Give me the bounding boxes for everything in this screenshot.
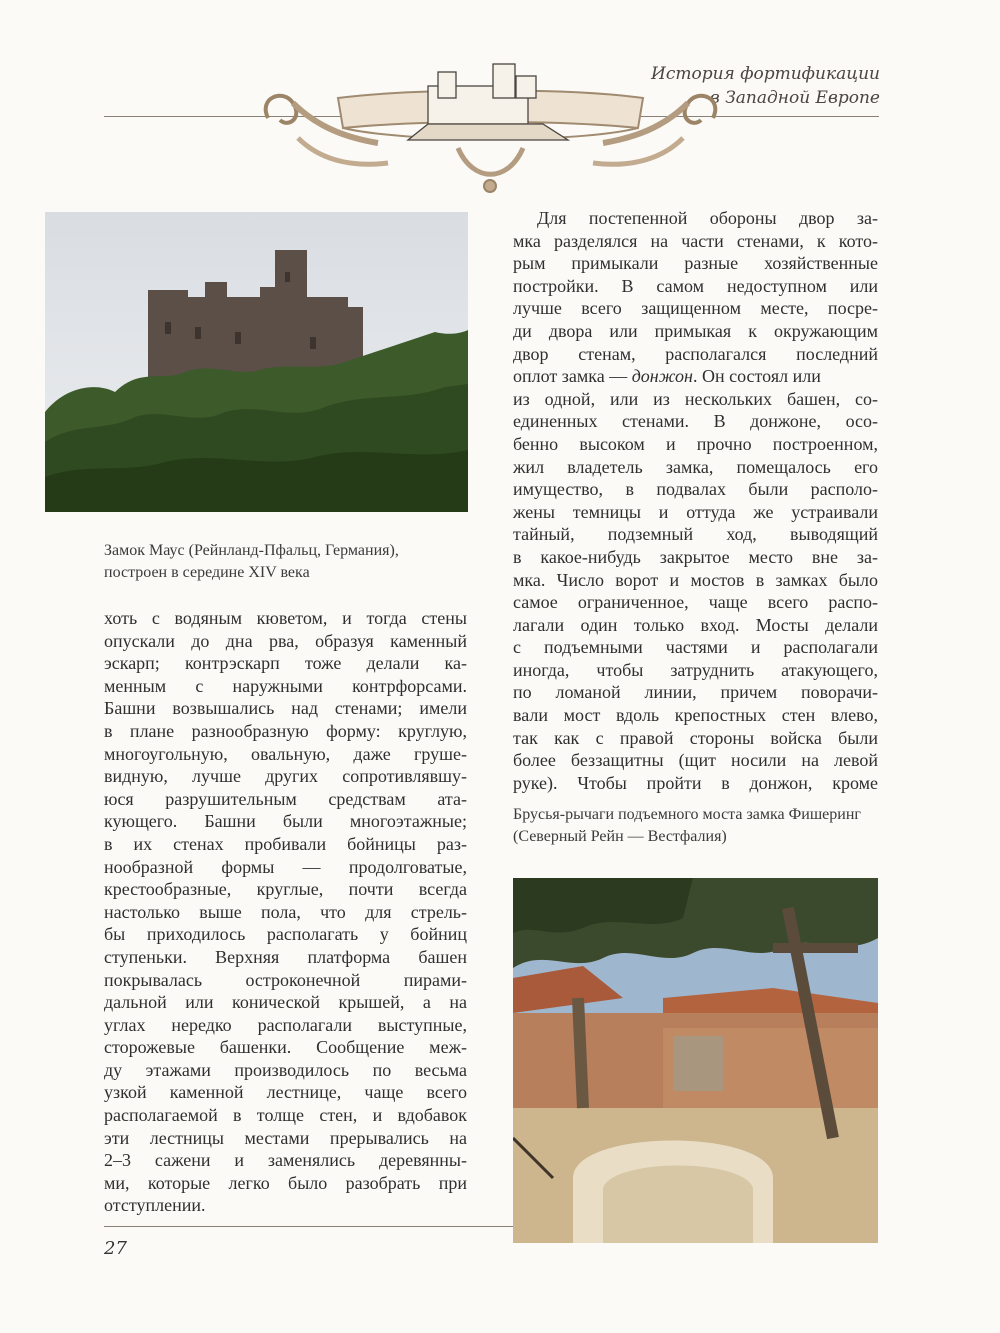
text-line: ду этажами производилось по весьма <box>104 1059 467 1080</box>
text-line: настолько выше пола, что для стрель- <box>104 901 467 922</box>
text-line: бы приходилось располагать у бойниц <box>104 924 467 945</box>
text-line: эти лестницы местами прерывались на <box>104 1127 467 1148</box>
text-line: Для постепенной обороны двор за- <box>537 208 878 228</box>
text-line: углах нередко располагали выступные, <box>104 1014 467 1035</box>
text-line: ступеньки. Верхняя платформа башен <box>104 946 467 967</box>
text-line: ди двора или примыкая к окружающим <box>513 320 878 341</box>
text-line: в плане разнообразную форму: круглую, <box>104 720 467 741</box>
text-line: дальной или конической крышей, а на <box>104 992 467 1013</box>
text-line: вали мост вдоль крепостных стен влево, <box>513 705 878 726</box>
text-line: иногда, чтобы затруднить атакующего, <box>513 659 878 680</box>
text-line: единенных стенами. В донжоне, осо- <box>513 411 878 432</box>
gate-photo <box>513 878 878 1243</box>
gate-photo-caption: Брусья-рычаги подъемного моста замка Фишеринг (Северный Рейн — Вестфалия) <box>513 806 861 845</box>
text-line: эскарп; контрэскарп тоже делали ка- <box>104 653 467 674</box>
text-line: менным с наружными контрфорсами. <box>104 675 467 696</box>
text-line: рым примыкали разные хозяйственные <box>513 253 878 274</box>
text-line: руке). Чтобы пройти в донжон, кроме <box>513 772 878 793</box>
text-line: ми, которые легко было разобрать при <box>104 1172 467 1193</box>
text-line: лучше всего защищенном месте, посре- <box>513 298 878 319</box>
text-line: 2–3 сажени и заменялись деревянны- <box>104 1150 467 1171</box>
text-line: имущество, в подвалах были располо- <box>513 479 878 500</box>
text-line: Башни возвышались над стенами; имели <box>104 698 467 719</box>
text-line: нообразной формы — продолговатые, <box>104 856 467 877</box>
text-line: отступлении. <box>104 1195 206 1216</box>
right-text-column <box>513 207 878 794</box>
text-line: узкой каменной лестнице, чаще всего <box>104 1082 467 1103</box>
text-line: жил владетель замка, помещалось его <box>513 456 878 477</box>
text-line: мка. Число ворот и мостов в замках было <box>513 569 878 590</box>
page-number: 27 <box>104 1238 127 1259</box>
text-line: бенно высоком и прочно построенном, <box>513 433 878 454</box>
text-line: более беззащитны (щит носили на левой <box>513 750 878 771</box>
text-line: так как с правой стороны войска были <box>513 727 878 748</box>
text-fragment: оплот замка — <box>513 366 632 387</box>
castle-photo-caption: Замок Маус (Рейнланд-Пфальц, Германия), построен в середине XIV века <box>104 542 399 581</box>
gate-illustration <box>513 878 878 1243</box>
text-line: опускали до дна рва, образуя каменный <box>104 630 467 651</box>
term-donjon: донжон <box>631 366 693 387</box>
text-fragment: . Он состоял или <box>692 366 821 387</box>
text-line: многоугольную, овальную, даже груше- <box>104 743 467 764</box>
text-line: сторожевые башенки. Сообщение меж- <box>104 1037 467 1058</box>
text-line-donjon <box>513 365 878 388</box>
castle-photo <box>45 212 468 512</box>
running-header-line2: в Западной Европе <box>709 88 880 108</box>
text-line: жены темницы и оттуда же устраивали <box>513 501 878 522</box>
text-line: крестообразные, круглые, почти всегда <box>104 879 467 900</box>
text-line: покрывалась остроконечной пирами- <box>104 969 467 990</box>
text-line: двор стенам, располагался последний <box>513 343 878 364</box>
text-line: в их стенах пробивали бойницы раз- <box>104 833 467 854</box>
left-text-column <box>104 607 467 1217</box>
text-line: лагали один только вход. Мосты делали <box>513 614 878 635</box>
text-line: по ломаной линии, причем поворачи- <box>513 682 878 703</box>
text-line: из одной, или из нескольких башен, со- <box>513 388 878 409</box>
text-line: с подъемными частями и располагали <box>513 637 878 658</box>
text-line: хоть с водяным кюветом, и тогда стены <box>104 608 467 628</box>
text-line: мка разделялся на части стенами, к кото- <box>513 230 878 251</box>
text-line: юся разрушительным средствам ата- <box>104 788 467 809</box>
footer-rule <box>104 1226 513 1227</box>
text-line: располагаемой в толще стен, и вдобавок <box>104 1105 467 1126</box>
header-ornament <box>258 58 723 203</box>
text-line: тайный, подземный ход, выводящий <box>513 524 878 545</box>
castle-illustration <box>45 212 468 512</box>
running-header-line1: История фортификации <box>651 64 880 84</box>
text-line: кующего. Башни были многоэтажные; <box>104 811 467 832</box>
text-line: самое ограниченное, чаще всего распо- <box>513 592 878 613</box>
text-line: в какое-нибудь закрытое место вне за- <box>513 546 878 567</box>
text-line: видную, лучше других сопротивлявшу- <box>104 766 467 787</box>
text-line: постройки. В самом недоступном или <box>513 275 878 296</box>
